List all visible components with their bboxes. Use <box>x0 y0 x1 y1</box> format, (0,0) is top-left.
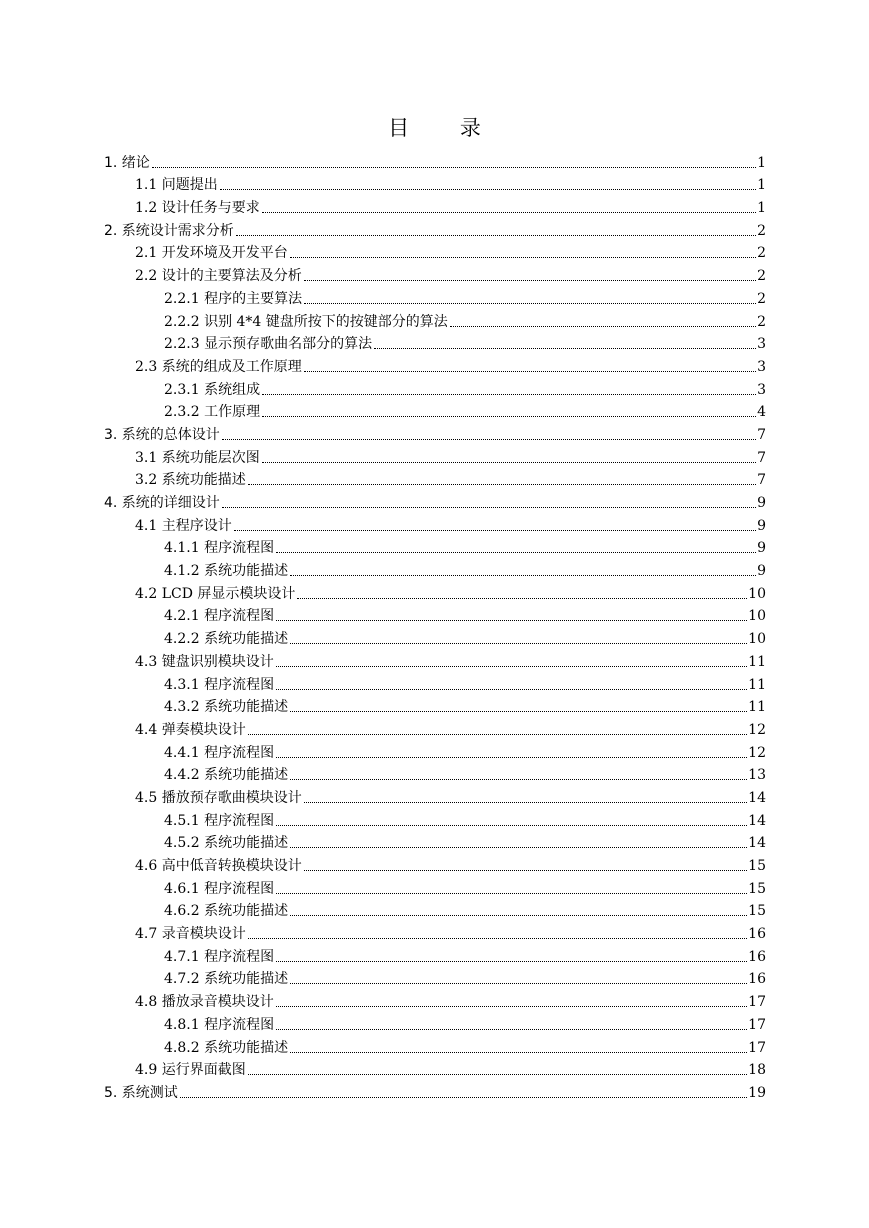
toc-entry-label: 4.7.1 程序流程图 <box>164 948 275 965</box>
toc-entry-page-number: 17 <box>748 1039 766 1056</box>
toc-entry-page-number: 9 <box>757 495 766 511</box>
toc-dot-leader <box>374 348 756 349</box>
toc-entry-label: 4.7 录音模块设计 <box>135 926 246 943</box>
table-of-contents <box>104 149 766 1102</box>
toc-entry[interactable] <box>104 898 766 921</box>
toc-entry-label: 4.3.2 系统功能描述 <box>164 699 289 716</box>
toc-entry-page-number: 4 <box>757 404 766 421</box>
toc-entry-page-number: 10 <box>748 608 766 625</box>
toc-entry[interactable] <box>104 535 766 558</box>
toc-entry[interactable] <box>104 603 766 626</box>
toc-dot-leader <box>276 961 747 962</box>
toc-entry-label: 4.5.2 系统功能描述 <box>164 835 289 852</box>
toc-dot-leader <box>290 983 747 984</box>
toc-entry-page-number: 1 <box>757 154 766 171</box>
toc-entry-page-number: 19 <box>748 1084 766 1101</box>
toc-entry-page-number: 3 <box>757 381 766 398</box>
toc-entry-label: 3.1 系统功能层次图 <box>135 449 260 466</box>
toc-entry-label: 4.8 播放录音模块设计 <box>135 994 274 1011</box>
toc-dot-leader <box>290 779 747 780</box>
toc-entry-page-number: 3 <box>757 358 766 375</box>
toc-entry-page-number: 2 <box>757 268 766 285</box>
toc-entry[interactable] <box>104 421 766 444</box>
toc-entry[interactable] <box>104 762 766 785</box>
toc-entry-label: 2.2.2 识别 4*4 键盘所按下的按键部分的算法 <box>164 313 448 330</box>
toc-entry-label: 5. 系统测试 <box>104 1084 178 1101</box>
toc-dot-leader <box>276 620 747 621</box>
toc-entry-label: 2.2.1 程序的主要算法 <box>164 290 303 307</box>
toc-entry-label: 4.1.2 系统功能描述 <box>164 563 289 580</box>
toc-entry[interactable] <box>104 240 766 263</box>
toc-entry-page-number: 1 <box>757 177 766 194</box>
toc-entry[interactable] <box>104 353 766 376</box>
toc-entry-page-number: 16 <box>748 926 766 943</box>
toc-entry[interactable] <box>104 376 766 399</box>
toc-entry[interactable] <box>104 875 766 898</box>
toc-dot-leader <box>248 734 747 735</box>
toc-entry-label: 4.4 弹奏模块设计 <box>135 721 246 738</box>
toc-entry-page-number: 17 <box>748 994 766 1011</box>
toc-entry-page-number: 11 <box>748 653 766 670</box>
toc-entry-page-number: 2 <box>757 290 766 307</box>
toc-dot-leader <box>304 870 747 871</box>
toc-entry-label: 2.2 设计的主要算法及分析 <box>135 268 302 285</box>
toc-dot-leader <box>276 825 747 826</box>
toc-entry[interactable] <box>104 194 766 217</box>
toc-dot-leader <box>222 507 756 508</box>
toc-entry[interactable] <box>104 217 766 240</box>
toc-entry[interactable] <box>104 648 766 671</box>
toc-entry-page-number: 7 <box>757 426 766 443</box>
toc-entry[interactable] <box>104 172 766 195</box>
toc-entry[interactable] <box>104 1079 766 1102</box>
toc-entry[interactable] <box>104 285 766 308</box>
toc-entry[interactable] <box>104 920 766 943</box>
toc-entry-label: 2.2.3 显示预存歌曲名部分的算法 <box>164 336 373 353</box>
toc-entry[interactable] <box>104 739 766 762</box>
toc-entry-label: 4.3.1 程序流程图 <box>164 676 275 693</box>
toc-entry-label: 2.3.2 工作原理 <box>164 404 261 421</box>
toc-entry[interactable] <box>104 694 766 717</box>
toc-dot-leader <box>152 167 756 168</box>
toc-dot-leader <box>276 1006 747 1007</box>
toc-dot-leader <box>297 598 747 599</box>
page-title: 目 录 <box>388 116 503 140</box>
toc-dot-leader <box>290 847 747 848</box>
toc-entry[interactable] <box>104 149 766 172</box>
toc-entry-label: 4.8.2 系统功能描述 <box>164 1039 289 1056</box>
toc-dot-leader <box>304 303 756 304</box>
toc-entry[interactable] <box>104 830 766 853</box>
toc-entry[interactable] <box>104 580 766 603</box>
toc-entry-label: 2.1 开发环境及开发平台 <box>135 245 288 262</box>
toc-dot-leader <box>262 462 756 463</box>
toc-entry[interactable] <box>104 1057 766 1080</box>
toc-entry[interactable] <box>104 331 766 354</box>
toc-entry-page-number: 14 <box>748 789 766 806</box>
toc-entry-label: 2.3 系统的组成及工作原理 <box>135 358 302 375</box>
toc-entry-label: 1. 绪论 <box>104 154 150 171</box>
toc-entry-page-number: 2 <box>757 313 766 330</box>
toc-entry-label: 1.1 问题提出 <box>135 177 218 194</box>
toc-dot-leader <box>248 1074 747 1075</box>
toc-entry-page-number: 9 <box>757 563 766 580</box>
toc-entry-label: 4.7.2 系统功能描述 <box>164 971 289 988</box>
toc-entry-label: 4.2.2 系统功能描述 <box>164 631 289 648</box>
toc-entry-page-number: 9 <box>757 540 766 557</box>
toc-entry-label: 2.3.1 系统组成 <box>164 381 261 398</box>
toc-entry-page-number: 10 <box>748 585 766 602</box>
toc-entry[interactable] <box>104 467 766 490</box>
toc-entry[interactable] <box>104 444 766 467</box>
toc-entry-label: 4.2.1 程序流程图 <box>164 608 275 625</box>
toc-dot-leader <box>290 575 756 576</box>
toc-dot-leader <box>304 802 747 803</box>
toc-entry-page-number: 15 <box>748 858 766 874</box>
toc-dot-leader <box>248 938 747 939</box>
toc-entry[interactable] <box>104 512 766 535</box>
toc-entry-label: 1.2 设计任务与要求 <box>135 200 260 217</box>
toc-entry-page-number: 3 <box>757 336 766 353</box>
toc-entry[interactable] <box>104 784 766 807</box>
toc-entry[interactable] <box>104 807 766 830</box>
toc-entry-label: 4.2 LCD 屏显示模块设计 <box>135 585 296 602</box>
toc-dot-leader <box>304 371 756 372</box>
toc-entry-page-number: 15 <box>748 903 766 920</box>
toc-entry[interactable] <box>104 943 766 966</box>
toc-entry-page-number: 16 <box>748 971 766 988</box>
toc-entry-page-number: 15 <box>748 880 766 897</box>
toc-entry-page-number: 12 <box>748 744 766 761</box>
toc-entry[interactable] <box>104 399 766 422</box>
toc-entry[interactable] <box>104 1034 766 1057</box>
toc-dot-leader <box>222 439 756 440</box>
toc-entry[interactable] <box>104 308 766 331</box>
toc-entry-label: 4.5.1 程序流程图 <box>164 812 275 829</box>
toc-entry-page-number: 16 <box>748 948 766 965</box>
toc-entry-page-number: 12 <box>748 721 766 738</box>
toc-dot-leader <box>234 530 756 531</box>
toc-dot-leader <box>276 552 756 553</box>
toc-entry-label: 4.6 高中低音转换模块设计 <box>135 858 302 874</box>
toc-entry-label: 4.5 播放预存歌曲模块设计 <box>135 789 302 806</box>
toc-dot-leader <box>276 689 747 690</box>
toc-dot-leader <box>290 915 747 916</box>
toc-entry-page-number: 11 <box>748 699 766 716</box>
toc-entry-label: 4.4.2 系统功能描述 <box>164 767 289 784</box>
toc-dot-leader <box>220 189 756 190</box>
toc-entry-page-number: 13 <box>748 767 766 784</box>
toc-entry-label: 4.6.1 程序流程图 <box>164 880 275 897</box>
toc-entry-page-number: 11 <box>748 676 766 693</box>
toc-entry-label: 2. 系统设计需求分析 <box>104 222 234 239</box>
toc-entry-page-number: 2 <box>757 245 766 262</box>
toc-dot-leader <box>180 1097 747 1098</box>
toc-dot-leader <box>276 1029 747 1030</box>
toc-entry-page-number: 9 <box>757 517 766 534</box>
toc-entry-label: 4.6.2 系统功能描述 <box>164 903 289 920</box>
toc-entry-label: 4.4.1 程序流程图 <box>164 744 275 761</box>
toc-entry-page-number: 17 <box>748 1016 766 1033</box>
toc-entry-page-number: 14 <box>748 835 766 852</box>
toc-entry-page-number: 7 <box>757 449 766 466</box>
toc-entry-label: 4.8.1 程序流程图 <box>164 1016 275 1033</box>
toc-dot-leader <box>290 643 747 644</box>
toc-entry[interactable] <box>104 625 766 648</box>
toc-entry-label: 4.9 运行界面截图 <box>135 1062 246 1079</box>
toc-entry-label: 3.2 系统功能描述 <box>135 472 246 489</box>
toc-dot-leader <box>290 257 756 258</box>
toc-dot-leader <box>276 757 747 758</box>
toc-dot-leader <box>290 711 747 712</box>
toc-dot-leader <box>248 484 756 485</box>
toc-entry-label: 4.1 主程序设计 <box>135 517 232 534</box>
toc-dot-leader <box>236 235 756 236</box>
toc-dot-leader <box>276 893 747 894</box>
toc-entry-page-number: 1 <box>757 200 766 217</box>
toc-entry-page-number: 18 <box>748 1062 766 1079</box>
toc-dot-leader <box>450 326 756 327</box>
toc-entry[interactable] <box>104 966 766 989</box>
toc-entry-page-number: 7 <box>757 472 766 489</box>
toc-entry-label: 4. 系统的详细设计 <box>104 495 220 511</box>
toc-dot-leader <box>262 394 756 395</box>
toc-entry[interactable] <box>104 489 766 512</box>
toc-entry-page-number: 2 <box>757 222 766 239</box>
toc-entry-page-number: 10 <box>748 631 766 648</box>
toc-dot-leader <box>262 212 756 213</box>
toc-entry[interactable] <box>104 852 766 875</box>
toc-entry[interactable] <box>104 671 766 694</box>
toc-dot-leader <box>290 1052 747 1053</box>
toc-entry[interactable] <box>104 1011 766 1034</box>
toc-dot-leader <box>304 280 756 281</box>
toc-dot-leader <box>276 666 747 667</box>
toc-entry-page-number: 14 <box>748 812 766 829</box>
toc-dot-leader <box>262 416 756 417</box>
toc-entry-label: 4.3 键盘识别模块设计 <box>135 653 274 670</box>
toc-entry-label: 4.1.1 程序流程图 <box>164 540 275 557</box>
toc-entry-label: 3. 系统的总体设计 <box>104 426 220 443</box>
toc-entry[interactable] <box>104 716 766 739</box>
toc-entry[interactable] <box>104 262 766 285</box>
toc-entry[interactable] <box>104 557 766 580</box>
toc-entry[interactable] <box>104 988 766 1011</box>
